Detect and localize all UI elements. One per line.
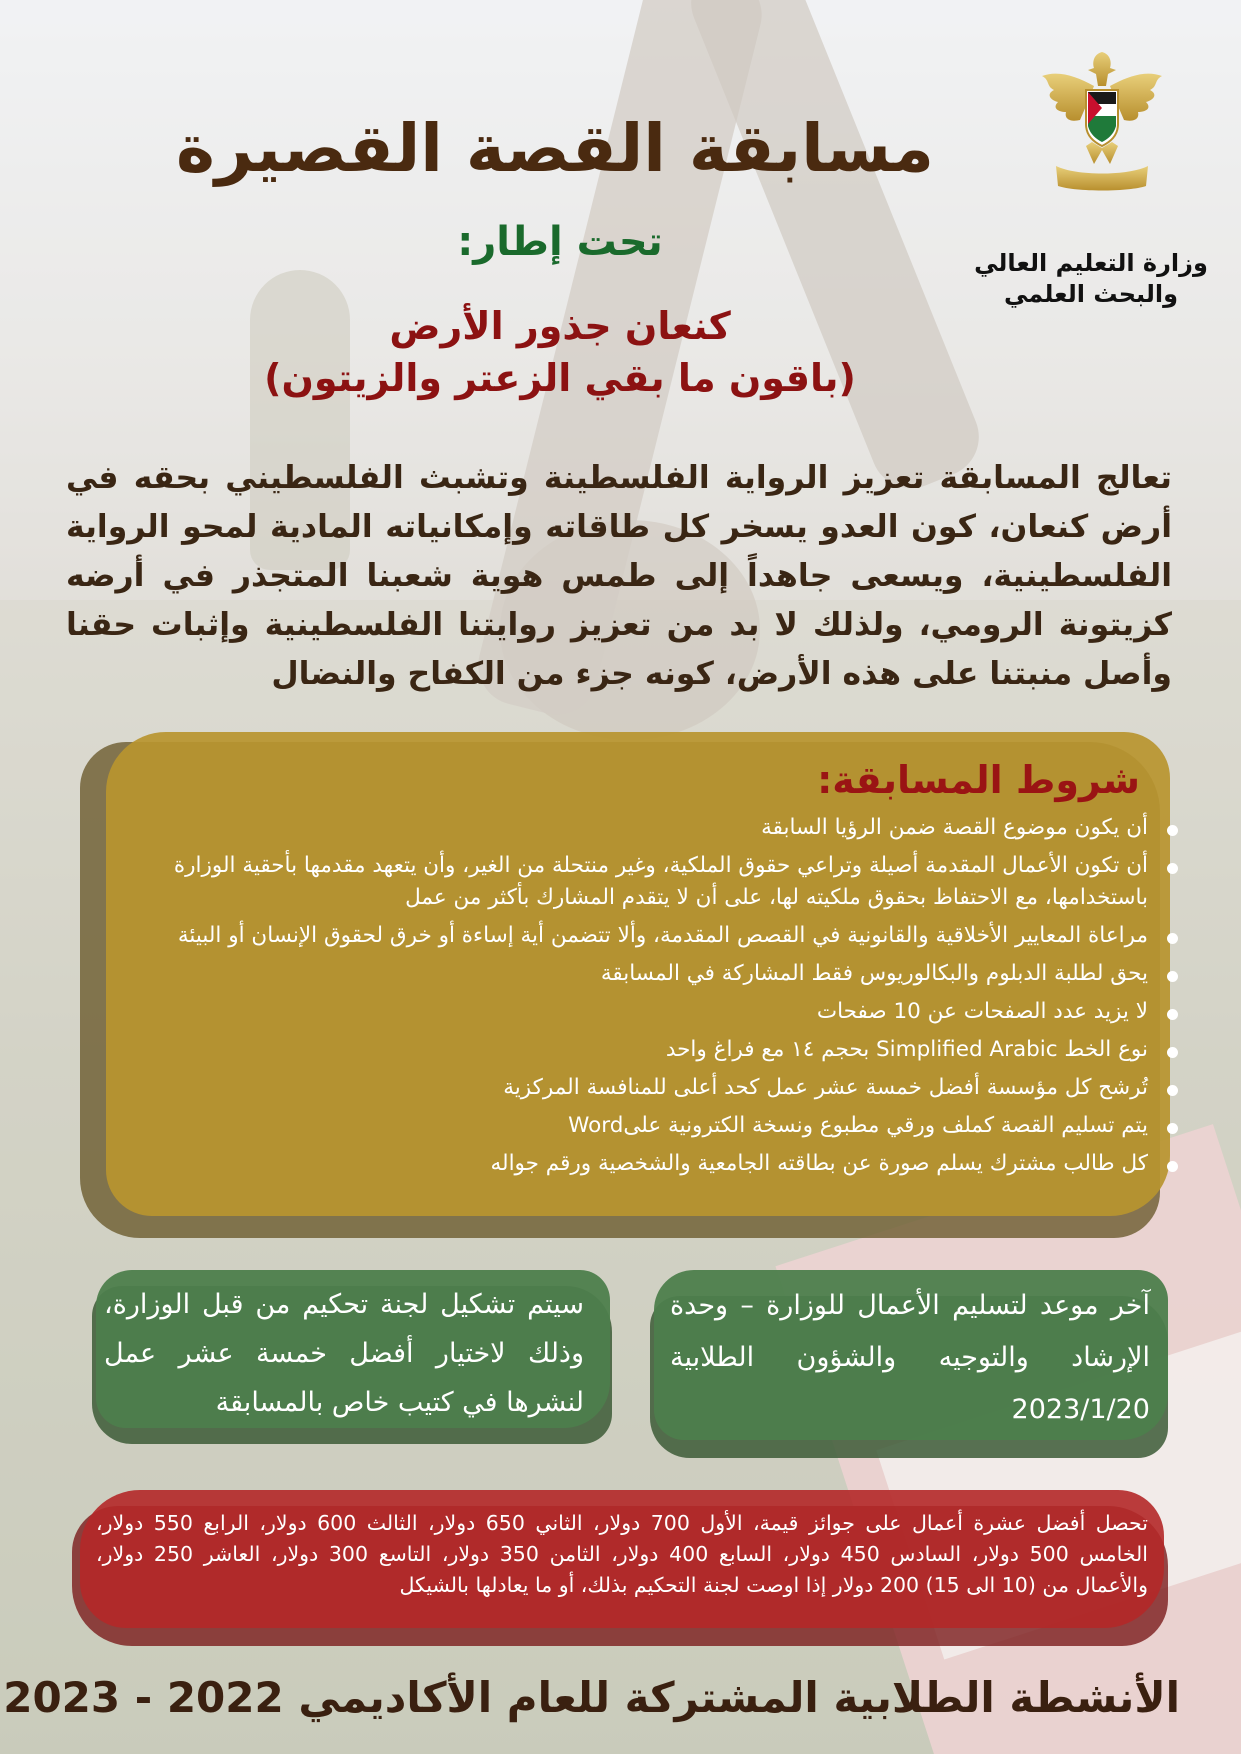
condition-item: لا يزيد عدد الصفحات عن 10 صفحات	[118, 996, 1148, 1028]
condition-item: يتم تسليم القصة كملف ورقي مطبوع ونسخة الكترونية علىWord	[118, 1110, 1148, 1142]
theme-heading	[220, 300, 900, 404]
intro-paragraph: تعالج المسابقة تعزيز الرواية الفلسطينة وتشبث الفلسطيني بحقه في أرض كنعان، كون العدو يسخر كل طاقاته وإمكانياته المادية لمحو الرواية الفلسطينية، ويسعى جاهداً إلى طمس هوية شعبنا المتجذر في أرضه كزيتونة الرومي، ولذلك لا بد من تعزيز روايتنا الفلسطينية وإثبات حقنا وأصل منبتنا على هذه الأرض، كونه جزء من الكفاح والنضال	[66, 460, 1172, 692]
condition-item: تُرشح كل مؤسسة أفضل خمسة عشر عمل كحد أعلى للمنافسة المركزية	[118, 1072, 1148, 1104]
condition-item: نوع الخط Simplified Arabic بحجم ١٤ مع فراغ واحد	[118, 1034, 1148, 1066]
condition-item: كل طالب مشترك يسلم صورة عن بطاقته الجامعية والشخصية ورقم جواله	[118, 1148, 1148, 1180]
condition-item: مراعاة المعايير الأخلاقية والقانونية في القصص المقدمة، وألا تتضمن أية إساءة أو خرق لحقوق الإنسان أو البيئة	[118, 920, 1148, 952]
conditions-title: شروط المسابقة:	[817, 758, 1140, 802]
ministry-line-2: والبحث العلمي	[1004, 280, 1178, 308]
deadline-text: آخر موعد لتسليم الأعمال للوزارة – وحدة الإرشاد والتوجيه والشؤون الطلابية 2023/1/20	[670, 1290, 1150, 1425]
ministry-name	[960, 248, 1222, 310]
theme-line-1: كنعان جذور الأرض	[389, 304, 731, 348]
page-title: مسابقة القصة القصيرة	[176, 110, 934, 187]
theme-line-2: (باقون ما بقي الزعتر والزيتون)	[264, 356, 856, 400]
condition-item: يحق لطلبة الدبلوم والبكالوريوس فقط المشاركة في المسابقة	[118, 958, 1148, 990]
prizes-text: تحصل أفضل عشرة أعمال على جوائز قيمة، الأول 700 دولار، الثاني 650 دولار، الثالث 600 دولار، الرابع 550 دولار، الخامس 500 دولار، السادس 450 دولار، السابع 400 دولار، الثامن 350 دولار، التاسع 300 دولار، العاشر 250 دولار، والأعمال من (10 الى 15) 200 دولار إذا اوصت لجنة التحكيم بذلك، أو ما يعادلها بالشيكل	[96, 1511, 1148, 1597]
condition-item: أن تكون الأعمال المقدمة أصيلة وتراعي حقوق الملكية، وغير منتحلة من الغير، وأن يتعهد مقدمها بأحقية الوزارة باستخدامها، مع الاحتفاظ بحقوق ملكيته لها، على أن لا يتقدم المشارك بأكثر من عمل	[118, 850, 1148, 914]
condition-item: أن يكون موضوع القصة ضمن الرؤيا السابقة	[118, 812, 1148, 844]
jury-text: سيتم تشكيل لجنة تحكيم من قبل الوزارة، وذلك لاختيار أفضل خمسة عشر عمل لنشرها في كتيب خاص بالمسابقة	[104, 1289, 584, 1418]
footer-title: الأنشطة الطلابية المشتركة للعام الأكاديمي 2022 - 2023	[3, 1673, 1180, 1722]
ministry-line-1: وزارة التعليم العالي	[974, 249, 1208, 277]
conditions-list	[118, 812, 1186, 1186]
palestine-eagle-emblem	[1036, 46, 1168, 196]
subtitle: تحت إطار:	[457, 219, 663, 265]
